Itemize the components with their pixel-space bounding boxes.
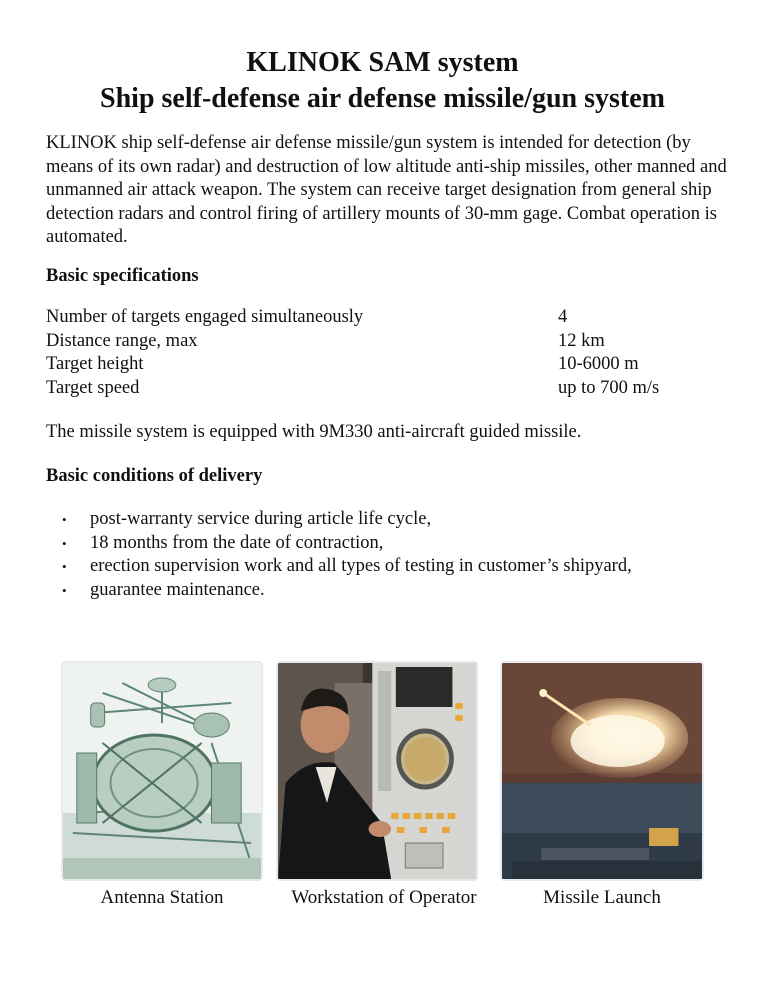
missile-note: The missile system is equipped with 9M330 anti-aircraft guided missile. [46,422,582,442]
operator-workstation-caption: Workstation of Operator [291,887,477,908]
spec-row [46,377,726,401]
spec-row [46,330,726,354]
condition-text: post-warranty service during article life cycle, [90,509,432,529]
condition-text: 18 months from the date of contraction, [90,532,384,553]
conditions-heading: Basic conditions of delivery [46,466,263,486]
missile-launch-photo [500,661,704,881]
spec-value: up to 700 m/s [558,377,660,398]
specs-heading: Basic specifications [46,266,199,286]
bullet-icon: • [62,582,67,598]
spec-value: 4 [558,307,568,327]
spec-row [46,353,726,377]
page-subtitle: Ship self-defense air defense missile/gun system [100,83,665,114]
spec-row [46,306,726,330]
list-item [62,555,632,579]
spec-name: Target speed [46,377,140,398]
missile-launch-caption: Missile Launch [543,887,661,908]
list-item [62,579,632,603]
bullet-icon: • [62,559,67,574]
condition-text: erection supervision work and all types of testing in customer’s shipyard, [90,556,632,576]
bullet-icon: • [62,512,67,527]
antenna-station-photo [61,661,263,881]
intro-paragraph: KLINOK ship self-defense air defense missile/gun system is intended for detection (by means of its own radar) and destruction of low altitude anti-ship missiles, other manned and unmanned air attack weapon. The system can receive target designation from general ship detection radars and control firing of artillery mounts of 30-mm gage. Combat operation is automated. [46,133,727,247]
spec-value: 12 km [558,330,605,351]
condition-text: guarantee maintenance. [90,579,265,600]
list-item [62,508,632,532]
page-title: KLINOK SAM system [246,47,519,78]
antenna-station-caption: Antenna Station [100,887,224,908]
operator-workstation-photo [276,661,478,881]
spec-value: 10-6000 m [558,354,639,374]
bullet-icon: • [62,535,67,551]
list-item [62,532,632,556]
spec-name: Target height [46,354,144,374]
conditions-list [62,508,632,602]
specs-table [46,306,726,400]
spec-name: Number of targets engaged simultaneously [46,307,364,327]
spec-name: Distance range, max [46,330,198,351]
